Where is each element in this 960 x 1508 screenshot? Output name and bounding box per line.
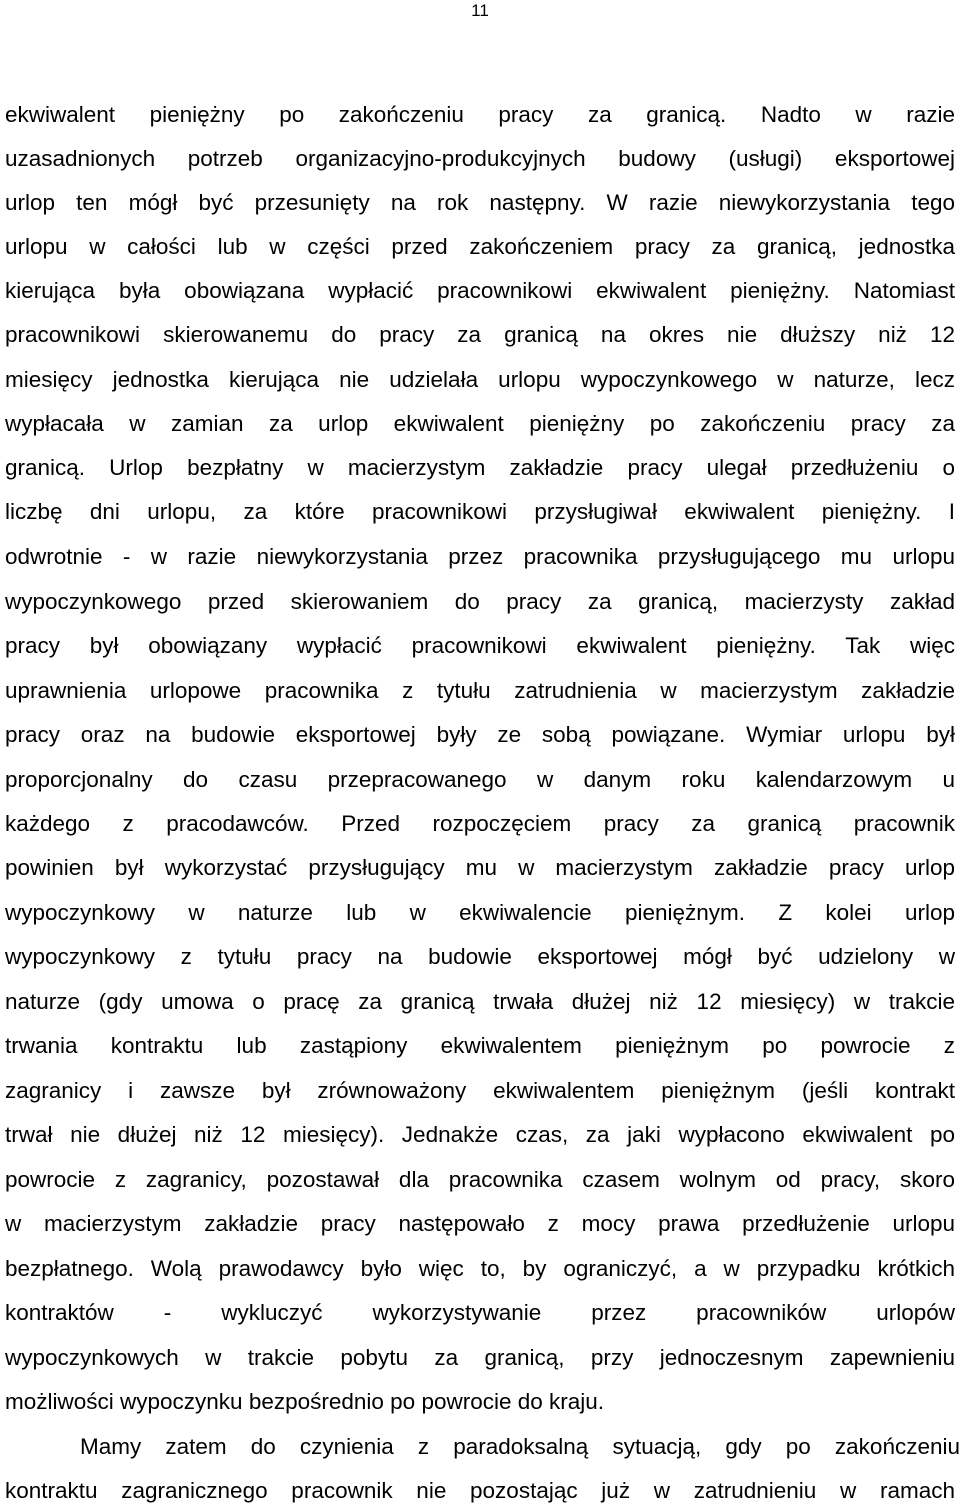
text-line: każdego z pracodawców. Przed rozpoczęciem pracy za granicą pracownik <box>5 811 955 836</box>
text-line: urlop ten mógł być przesunięty na rok następny. W razie niewykorzystania tego <box>5 190 955 215</box>
text-line: wypoczynkowy w naturze lub w ekwiwalencie pieniężnym. Z kolei urlop <box>5 900 955 925</box>
text-line: bezpłatnego. Wolą prawodawcy było więc to, by ograniczyć, a w przypadku krótkich <box>5 1256 955 1281</box>
text-line: liczbę dni urlopu, za które pracownikowi przysługiwał ekwiwalent pieniężny. I <box>5 499 955 524</box>
text-line: uzasadnionych potrzeb organizacyjno-produkcyjnych budowy (usługi) eksportowej <box>5 146 955 171</box>
text-line: możliwości wypoczynku bezpośrednio po powrocie do kraju. <box>5 1389 605 1414</box>
text-line: ekwiwalent pieniężny po zakończeniu pracy za granicą. Nadto w razie <box>5 102 955 127</box>
text-line: urlopu w całości lub w części przed zakończeniem pracy za granicą, jednostka <box>5 234 955 259</box>
page-number: 11 <box>471 1 489 20</box>
text-line: granicą. Urlop bezpłatny w macierzystym zakładzie pracy ulegał przedłużeniu o <box>5 455 955 480</box>
text-line: proporcjonalny do czasu przepracowanego w danym roku kalendarzowym u <box>5 767 955 792</box>
text-line: powinien był wykorzystać przysługujący mu w macierzystym zakładzie pracy urlop <box>5 855 955 880</box>
text-line: naturze (gdy umowa o pracę za granicą trwała dłużej niż 12 miesięcy) w trakcie <box>5 989 955 1014</box>
text-line: zagranicy i zawsze był zrównoważony ekwiwalentem pieniężnym (jeśli kontrakt <box>5 1078 955 1103</box>
text-line: wypoczynkowy z tytułu pracy na budowie eksportowej mógł być udzielony w <box>5 944 955 969</box>
text-line: pracy był obowiązany wypłacić pracownikowi ekwiwalent pieniężny. Tak więc <box>5 633 955 658</box>
text-line: kontraktu zagranicznego pracownik nie pozostając już w zatrudnieniu w ramach <box>5 1478 955 1503</box>
text-line: miesięcy jednostka kierująca nie udzielała urlopu wypoczynkowego w naturze, lecz <box>5 367 955 392</box>
text-line: powrocie z zagranicy, pozostawał dla pracownika czasem wolnym od pracy, skoro <box>5 1167 955 1192</box>
text-line: Mamy zatem do czynienia z paradoksalną sytuacją, gdy po zakończeniu <box>80 1434 960 1459</box>
text-line: w macierzystym zakładzie pracy następowało z mocy prawa przedłużenie urlopu <box>5 1211 955 1236</box>
text-line: trwania kontraktu lub zastąpiony ekwiwalentem pieniężnym po powrocie z <box>5 1033 955 1058</box>
text-line: wypoczynkowego przed skierowaniem do pracy za granicą, macierzysty zakład <box>5 589 955 614</box>
text-line: uprawnienia urlopowe pracownika z tytułu zatrudnienia w macierzystym zakładzie <box>5 678 955 703</box>
text-line: wypłacała w zamian za urlop ekwiwalent pieniężny po zakończeniu pracy za <box>5 411 955 436</box>
text-line: odwrotnie - w razie niewykorzystania przez pracownika przysługującego mu urlopu <box>5 544 955 569</box>
text-line: trwał nie dłużej niż 12 miesięcy). Jednakże czas, za jaki wypłacono ekwiwalent po <box>5 1122 955 1147</box>
text-line: pracownikowi skierowanemu do pracy za granicą na okres nie dłuższy niż 12 <box>5 322 955 347</box>
text-line: pracy oraz na budowie eksportowej były ze sobą powiązane. Wymiar urlopu był <box>5 722 955 747</box>
text-line: wypoczynkowych w trakcie pobytu za granicą, przy jednoczesnym zapewnieniu <box>5 1345 955 1370</box>
text-line: kierująca była obowiązana wypłacić pracownikowi ekwiwalent pieniężny. Natomiast <box>5 278 955 303</box>
text-line: kontraktów - wykluczyć wykorzystywanie przez pracowników urlopów <box>5 1300 955 1325</box>
